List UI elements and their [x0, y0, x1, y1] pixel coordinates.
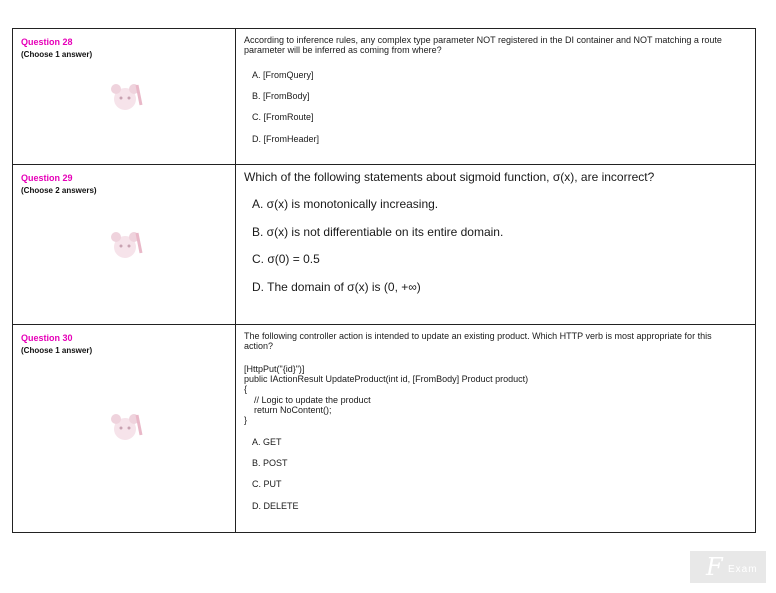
- option-b[interactable]: B. POST: [252, 458, 288, 469]
- question-body-cell: [236, 29, 756, 165]
- brand-logo: [690, 551, 766, 583]
- question-body-cell: [236, 325, 756, 533]
- option-b[interactable]: B. [FromBody]: [252, 91, 310, 102]
- answer-count-hint: (Choose 2 answers): [21, 186, 97, 195]
- question-number: Question 28: [21, 37, 73, 47]
- mascot-icon: [105, 77, 145, 117]
- option-c[interactable]: C. PUT: [252, 479, 282, 490]
- logo-mark: F: [706, 553, 723, 581]
- option-d[interactable]: D. The domain of σ(x) is (0, +∞): [252, 280, 421, 295]
- question-meta-cell: [13, 165, 236, 325]
- question-row-28: [13, 29, 756, 165]
- question-body-cell: [236, 165, 756, 325]
- questions-table: [12, 28, 756, 533]
- question-text: According to inference rules, any complex type parameter NOT registered in the DI container and NOT matching a route parameter will be inferred as coming from where?: [244, 35, 722, 56]
- logo-text: Exam: [728, 564, 758, 575]
- question-number: Question 30: [21, 333, 73, 343]
- option-d[interactable]: D. DELETE: [252, 500, 299, 511]
- question-row-30: [13, 325, 756, 533]
- code-snippet: [244, 364, 755, 426]
- option-c[interactable]: C. σ(0) = 0.5: [252, 252, 320, 267]
- option-d[interactable]: D. [FromHeader]: [252, 133, 320, 144]
- option-a[interactable]: A. [FromQuery]: [252, 69, 314, 80]
- question-meta-cell: [13, 29, 236, 165]
- question-row-29: [13, 165, 756, 325]
- question-text: The following controller action is intended to update an existing product. Which HTTP verb is most appropriate for this action?: [244, 331, 712, 352]
- code-line: public IActionResult UpdateProduct(int id, [FromBody] Product product): [244, 374, 529, 385]
- question-text: Which of the following statements about sigmoid function, σ(x), are incorrect?: [244, 170, 655, 184]
- code-line: }: [244, 415, 248, 426]
- answer-count-hint: (Choose 1 answer): [21, 346, 93, 355]
- question-number: Question 29: [21, 173, 73, 183]
- option-a[interactable]: A. σ(x) is monotonically increasing.: [252, 196, 439, 211]
- code-line: // Logic to update the product: [254, 394, 371, 405]
- mascot-icon: [105, 407, 145, 447]
- answer-count-hint: (Choose 1 answer): [21, 50, 93, 59]
- option-c[interactable]: C. [FromRoute]: [252, 112, 314, 123]
- mascot-icon: [105, 225, 145, 265]
- question-meta-cell: [13, 325, 236, 533]
- code-line: {: [244, 384, 248, 395]
- code-line: return NoContent();: [254, 405, 332, 416]
- option-b[interactable]: B. σ(x) is not differentiable on its entire domain.: [252, 224, 504, 239]
- code-line: [HttpPut("{id}")]: [244, 363, 305, 374]
- option-a[interactable]: A. GET: [252, 436, 282, 447]
